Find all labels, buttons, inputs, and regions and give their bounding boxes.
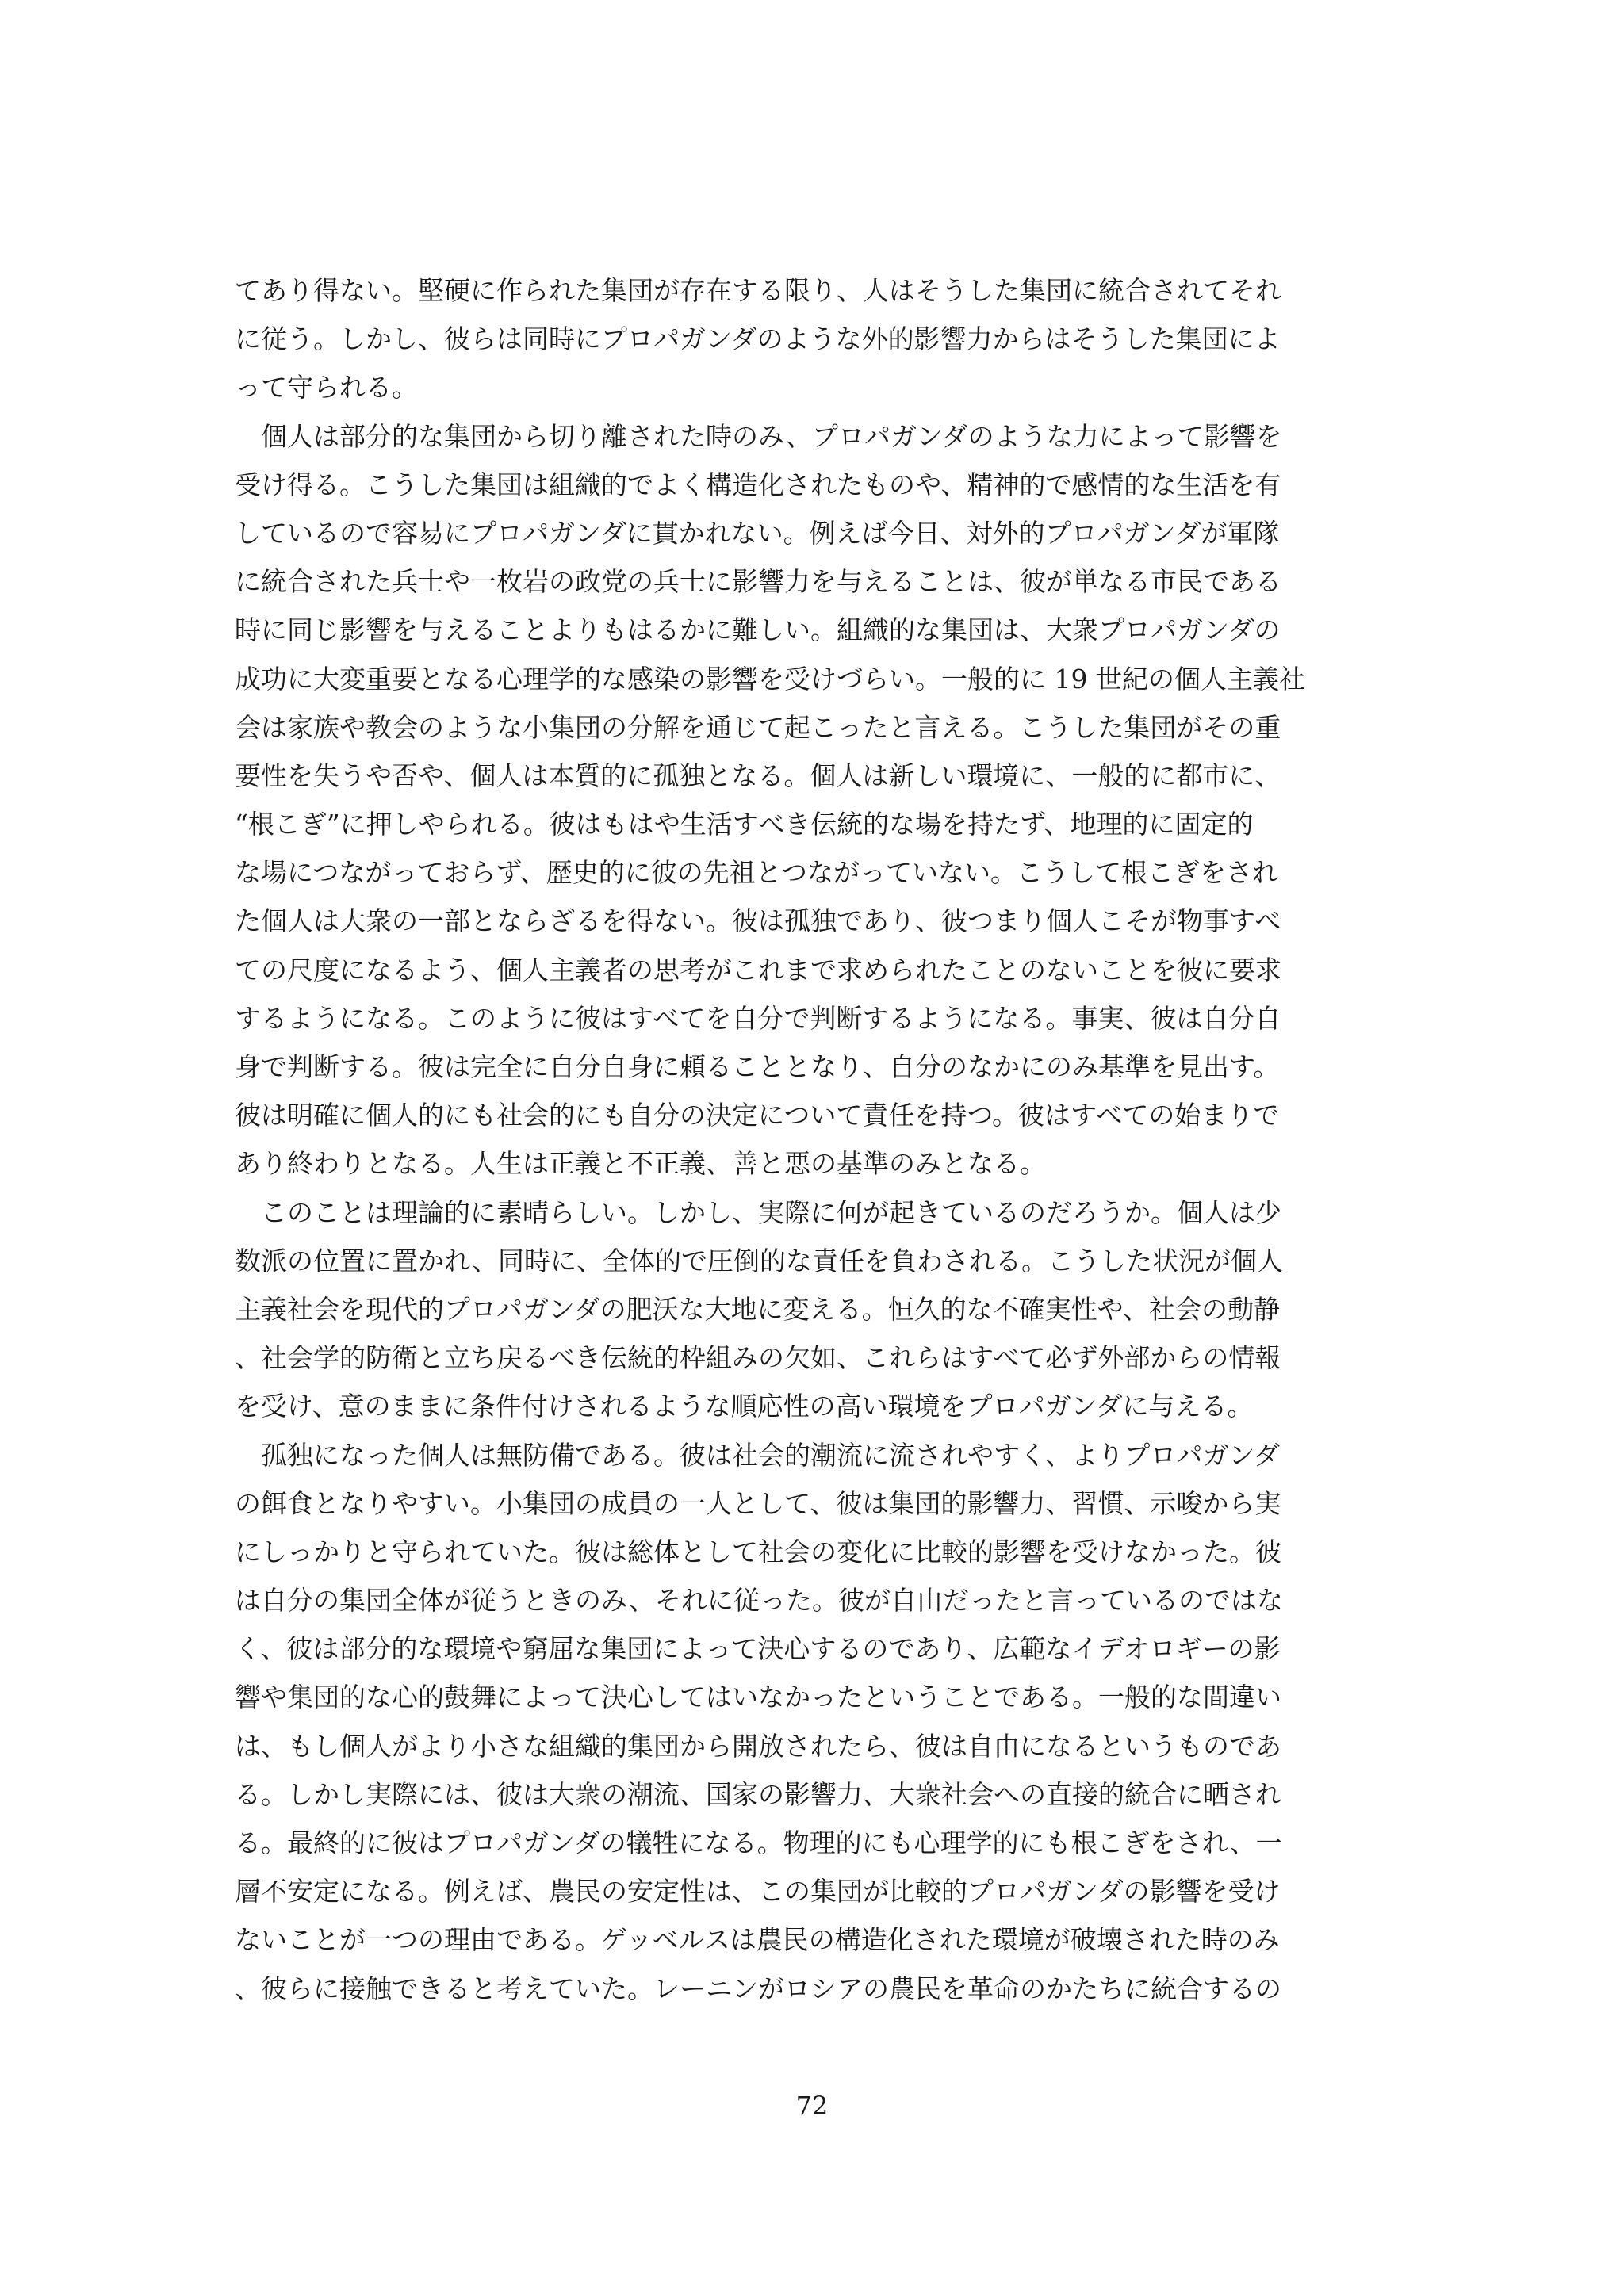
text-line: “根こぎ”に押しやられる。彼はもはや生活すべき伝統的な場を持たず、地理的に固定的 [235,809,1254,840]
text-line: た個人は大衆の一部とならざるを得ない。彼は孤独であり、彼つまり個人こそが物事すべ [235,905,1281,937]
text-line: に統合された兵士や一枚岩の政党の兵士に影響力を与えることは、彼が単なる市民である [235,566,1281,598]
paragraph-first-line: 個人は部分的な集団から切り離された時のみ、プロパガンダのような力によって影響を [261,420,1282,452]
text-line: てあり得ない。堅硬に作られた集団が存在する限り、人はそうした集団に統合されてそれ [235,275,1281,306]
text-line: の餌食となりやすい。小集団の成員の一人として、彼は集団的影響力、習慣、示唆から実 [235,1487,1281,1519]
text-line: な場につながっておらず、歴史的に彼の先祖とつながっていない。こうして根こぎをされ [235,857,1279,889]
text-line: 成功に大変重要となる心理学的な感染の影響を受けづらい。一般的に 19 世紀の個人主義社 [235,663,1305,695]
text-line: 要性を失うや否や、個人は本質的に孤独となる。個人は新しい環境に、一般的に都市に、 [235,760,1281,791]
text-line: ての尺度になるよう、個人主義者の思考がこれまで求められたことのないことを彼に要求 [235,954,1281,985]
body-text [235,266,1392,2013]
text-line: 時に同じ影響を与えることよりもはるかに難しい。組織的な集団は、大衆プロパガンダの [235,614,1281,646]
text-line: 、彼らに接触できると考えていた。レーニンがロシアの農民を革命のかたちに統合するの [235,1973,1281,2004]
text-line: る。最終的に彼はプロパガンダの犠牲になる。物理的にも心理学的にも根こぎをされ、一 [235,1827,1282,1858]
paragraph-first-line: このことは理論的に素晴らしい。しかし、実際に何が起きているのだろうか。個人は少 [261,1196,1281,1228]
text-line: に従う。しかし、彼らは同時にプロパガンダのような外的影響力からはそうした集団によ [235,323,1281,355]
text-line: 数派の位置に置かれ、同時に、全体的で圧倒的な責任を負わされる。こうした状況が個人 [235,1245,1283,1276]
text-line: にしっかりと守られていた。彼は総体として社会の変化に比較的影響を受けなかった。彼 [235,1536,1281,1567]
text-line: 、社会学的防衛と立ち戻るべき伝統的枠組みの欠如、これらはすべて必ず外部からの情報 [235,1342,1281,1374]
paragraph-first-line: 孤独になった個人は無防備である。彼は社会的潮流に流されやすく、よりプロパガンダ [261,1439,1281,1471]
text-line: って守られる。 [235,372,418,404]
text-line: 会は家族や教会のような小集団の分解を通じて起こったと言える。こうした集団がその重 [235,711,1281,743]
text-line: 身で判断する。彼は完全に自分自身に頼ることとなり、自分のなかにのみ基準を見出す。 [235,1051,1280,1082]
text-line: る。しかし実際には、彼は大衆の潮流、国家の影響力、大衆社会への直接的統合に晒され [235,1778,1281,1810]
text-line: 層不安定になる。例えば、農民の安定性は、この集団が比較的プロパガンダの影響を受け [235,1876,1281,1908]
text-line: 受け得る。こうした集団は組織的でよく構造化されたものや、精神的で感情的な生活を有 [235,469,1281,500]
text-line: ないことが一つの理由である。ゲッベルスは農民の構造化された環境が破壊された時のみ [235,1924,1280,1956]
text-line: は自分の集団全体が従うときのみ、それに従った。彼が自由だったと言っているのではな [235,1585,1283,1617]
text-line: は、もし個人がより小さな組織的集団から開放されたら、彼は自由になるというものであ [235,1730,1281,1762]
text-line: を受け、意のままに条件付けされるような順応性の高い環境をプロパガンダに与える。 [235,1391,1254,1422]
text-line: あり終わりとなる。人生は正義と不正義、善と悪の基準のみとなる。 [235,1148,1046,1180]
text-line: 響や集団的な心的鼓舞によって決心してはいなかったということである。一般的な間違い [235,1682,1281,1713]
text-line: しているので容易にプロパガンダに貫かれない。例えば今日、対外的プロパガンダが軍隊 [235,517,1280,549]
text-line: するようになる。このように彼はすべてを自分で判断するようになる。事実、彼は自分自 [235,1002,1281,1034]
text-line: 彼は明確に個人的にも社会的にも自分の決定について責任を持つ。彼はすべての始まりで [235,1100,1280,1131]
text-line: 主義社会を現代的プロパガンダの肥沃な大地に変える。恒久的な不確実性や、社会の動静 [235,1293,1281,1325]
page-number: 72 [795,2091,829,2121]
text-line: く、彼は部分的な環境や窮屈な集団によって決心するのであり、広範なイデオロギーの影 [235,1633,1281,1665]
